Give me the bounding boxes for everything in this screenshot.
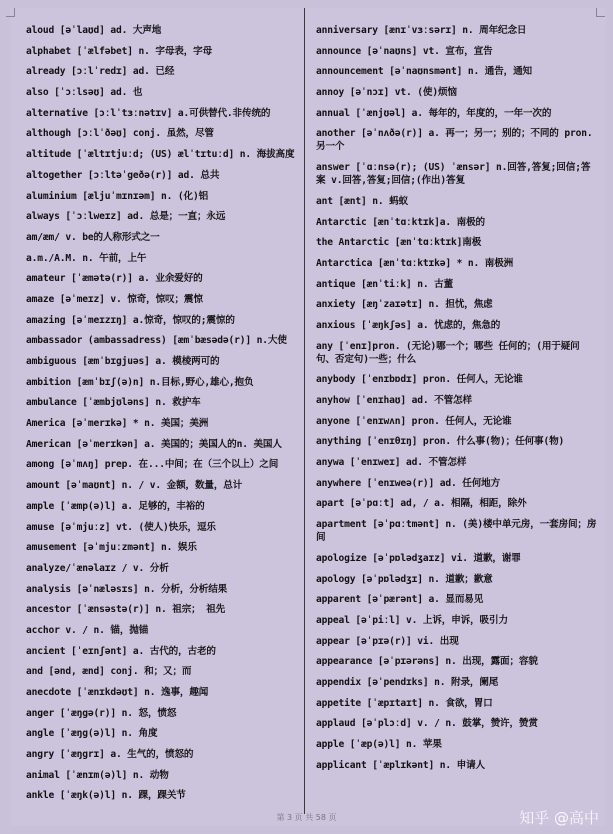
vocabulary-entry: amount [əˈmaʊnt] n. / v. 金额，数量，总计 xyxy=(26,480,243,492)
vocabulary-entry: apart [əˈpɑːt] ad, / a. 相隔，相距，除外 xyxy=(316,498,527,510)
vocabulary-entry: and [ənd, ænd] conj. 和；又；而 xyxy=(26,666,192,678)
vocabulary-entry: appetite [ˈæpɪtaɪt] n. 食欲，胃口 xyxy=(316,697,493,709)
vocabulary-entry: among [əˈmʌŋ] prep. 在...中间；在（三个以上）之间 xyxy=(26,459,279,471)
vocabulary-entry: anxious [ˈæŋkʃəs] a. 忧虑的，焦急的 xyxy=(316,319,501,331)
vocabulary-entry: another [əˈnʌðə(r)] a. 再一；另一；别的；不同的 pron. 另一个 xyxy=(316,128,593,153)
vocabulary-entry: anyhow [ˈenɪhaʊ] ad. 不管怎样 xyxy=(316,395,472,406)
vocabulary-entry: America [əˈmerɪkə] * n. 美国；美洲 xyxy=(26,418,209,430)
vocabulary-entry: ant [ænt] n. 蚂蚁 xyxy=(316,195,409,207)
vocabulary-entry: Antarctic [ænˈtɑːktɪk]a. 南极的 xyxy=(316,216,485,228)
left-column xyxy=(26,24,298,810)
vocabulary-entry: apparent [əˈpærənt] a. 显而易见 xyxy=(316,594,484,606)
vocabulary-entry: answer [ˈɑːnsə(r); (US) ˈænsər] n.回答,答复;回信;答案 v.回答,答复;回信;(作出)答复 xyxy=(316,162,591,187)
crop-mark-top-left xyxy=(6,8,15,17)
vocabulary-entry: amateur [ˈæmətə(r)] a. 业余爱好的 xyxy=(26,273,203,285)
vocabulary-entry: altitude [ˈæltɪtjuːd; (US) ælˈtɪtuːd] n. 海拔高度 xyxy=(26,149,295,161)
vocabulary-entry: apple [ˈæp(ə)l] n. 苹果 xyxy=(316,739,442,750)
vocabulary-entry: amazing [əˈmeɪzɪŋ] a.惊奇，惊叹的;震惊的 xyxy=(26,314,235,326)
vocabulary-entry: am/æm/ v. be的人称形式之一 xyxy=(26,231,160,243)
vocabulary-entry: already [ɔːlˈredɪ] ad. 已经 xyxy=(26,66,175,78)
vocabulary-entry: any [ˈenɪ]pron. (无论)哪一个；哪些 任何的；(用于疑问句、否定句)一些；什么 xyxy=(316,340,580,365)
vocabulary-entry: ample [ˈæmp(ə)l] a. 足够的，丰裕的 xyxy=(26,500,205,512)
vocabulary-entry: analyze/ˈænəlaɪz / v. 分析 xyxy=(26,562,169,574)
vocabulary-entry: appendix [əˈpendɪks] n. 附录，阑尾 xyxy=(316,676,499,688)
vocabulary-entry: Antarctica [ænˈtɑːktɪkə] * n. 南极洲 xyxy=(316,257,514,269)
vocabulary-entry: appeal [əˈpiːl] v. 上诉，申诉，吸引力 xyxy=(316,614,508,626)
vocabulary-entry: apologize [əˈpɒlədʒaɪz] vi. 道歉，谢罪 xyxy=(316,552,521,564)
vocabulary-entry: anything [ˈenɪθɪŋ] pron. 什么事(物)；任何事(物) xyxy=(316,436,565,448)
vocabulary-entry: alphabet [ˈælfəbet] n. 字母表，字母 xyxy=(26,45,213,57)
vocabulary-entry: appearance [əˈpɪərəns] n. 出现，露面；容貌 xyxy=(316,656,538,668)
vocabulary-entry: amuse [əˈmjuːz] vt. (使人)快乐，逗乐 xyxy=(26,521,216,533)
vocabulary-entry: aloud [əˈlaʊd] ad. 大声地 xyxy=(26,25,162,36)
vocabulary-entry: anxiety [æŋˈzaɪətɪ] n. 担忧，焦虑 xyxy=(316,299,493,311)
vocabulary-entry: apology [əˈpɒlədʒɪ] n. 道歉；歉意 xyxy=(316,573,493,585)
page-footer: 第 3 页 共 58 页 xyxy=(276,813,337,822)
vocabulary-entry: appear [əˈpɪə(r)] vi. 出现 xyxy=(316,635,459,647)
vocabulary-entry: ankle [ˈæŋk(ə)l] n. 踝，踝关节 xyxy=(26,790,186,802)
vocabulary-entry: angle [ˈæŋg(ə)l] n. 角度 xyxy=(26,728,158,740)
vocabulary-entry: announce [əˈnaʊns] vt. 宣布，宣告 xyxy=(316,45,493,57)
vocabulary-entry: also [ˈɔːlsəʊ] ad. 也 xyxy=(26,87,143,99)
vocabulary-entry: American [əˈmerɪkən] a. 美国的；美国人的n. 美国人 xyxy=(26,438,282,450)
vocabulary-entry: although [ɔːlˈðəʊ] conj. 虽然，尽管 xyxy=(26,128,214,140)
vocabulary-entry: anger [ˈæŋgə(r)] n. 怒，愤怒 xyxy=(26,707,177,719)
vocabulary-entry: anybody [ˈenɪbɒdɪ] pron. 任何人，无论谁 xyxy=(316,374,523,386)
right-column xyxy=(316,24,598,779)
vocabulary-entry: angry [ˈæŋgrɪ] a. 生气的，愤怒的 xyxy=(26,749,194,761)
vocabulary-entry: antique [ænˈtiːk] n. 古董 xyxy=(316,278,454,290)
vocabulary-entry: always [ˈɔːlweɪz] ad. 总是；一直；永远 xyxy=(26,211,226,223)
vocabulary-entry: anecdote [ˈænɪkdəʊt] n. 逸事，趣闻 xyxy=(26,687,209,698)
vocabulary-entry: annoy [əˈnɔɪ] vt. (使)烦恼 xyxy=(316,87,457,99)
vocabulary-entry: the Antarctic [ænˈtɑːktɪk]南极 xyxy=(316,237,482,249)
vocabulary-entry: anniversary [ænɪˈvɜːsərɪ] n. 周年纪念日 xyxy=(316,25,527,36)
vocabulary-entry: alternative [ɔːlˈtɜːnətɪv] a.可供替代.非传统的 xyxy=(26,107,271,119)
vocabulary-entry: acchor v. / n. 锚，抛锚 xyxy=(26,624,149,636)
vocabulary-entry: anywa [ˈenɪweɪ] ad. 不管怎样 xyxy=(316,457,467,469)
vocabulary-entry: a.m./A.M. n. 午前，上午 xyxy=(26,252,147,264)
vocabulary-entry: ambulance [ˈæmbjʊləns] n. 救护车 xyxy=(26,397,201,409)
vocabulary-entry: applaud [əˈplɔːd] v. / n. 鼓掌，赞许，赞赏 xyxy=(316,718,538,730)
column-divider xyxy=(304,8,305,814)
vocabulary-entry: ambiguous [æmˈbɪgjuəs] a. 模棱两可的 xyxy=(26,356,220,367)
watermark: 知乎 @高中 xyxy=(519,809,599,827)
vocabulary-entry: anyone [ˈenɪwʌn] pron. 任何人，无论谁 xyxy=(316,415,512,427)
vocabulary-entry: annual [ˈænjʊəl] a. 每年的，年度的，一年一次的 xyxy=(316,107,552,119)
vocabulary-entry: ancestor [ˈænsəstə(r)] n. 祖宗； 祖先 xyxy=(26,604,226,616)
vocabulary-entry: amaze [əˈmeɪz] v. 惊奇，惊叹；震惊 xyxy=(26,293,203,305)
crop-mark-top-right xyxy=(596,8,605,17)
vocabulary-entry: ambassador (ambassadress) [æmˈbæsədə(r)] n.大使 xyxy=(26,335,287,347)
vocabulary-entry: aluminium [æljuˈmɪnɪəm] n. (化)铝 xyxy=(26,190,209,202)
vocabulary-entry: analysis [əˈnæləsɪs] n. 分析，分析结果 xyxy=(26,583,228,595)
vocabulary-entry: announcement [əˈnaʊnsmənt] n. 通告，通知 xyxy=(316,66,532,78)
vocabulary-entry: apartment [əˈpɑːtmənt] n. (美)楼中单元房，一套房间；房间 xyxy=(316,519,597,544)
vocabulary-entry: applicant [ˈæplɪkənt] n. 申请人 xyxy=(316,759,485,771)
vocabulary-entry: anywhere [ˈenɪweə(r)] ad. 任何地方 xyxy=(316,477,501,489)
vocabulary-entry: altogether [ɔːltəˈgeðə(r)] ad. 总共 xyxy=(26,169,220,181)
vocabulary-entry: animal [ˈænɪm(ə)l] n. 动物 xyxy=(26,769,169,781)
vocabulary-entry: ancient [ˈeɪnʃənt] a. 古代的，古老的 xyxy=(26,645,216,657)
vocabulary-entry: ambition [æmˈbɪʃ(ə)n] n.目标,野心,雄心,抱负 xyxy=(26,376,254,388)
vocabulary-entry: amusement [əˈmjuːzmənt] n. 娱乐 xyxy=(26,542,197,554)
